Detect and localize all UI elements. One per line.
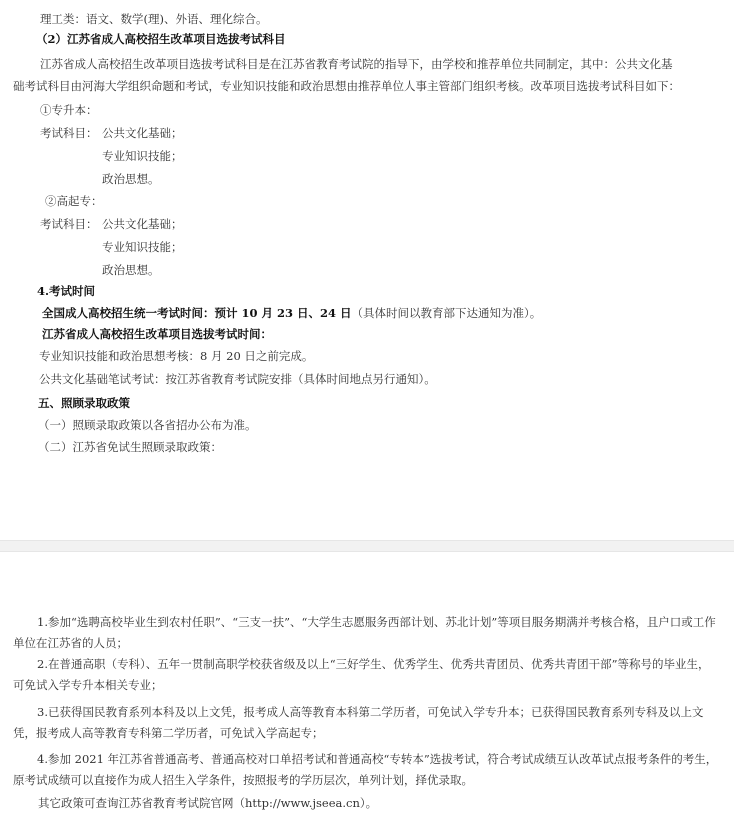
exam-time-heading: 4.考试时间 [37,284,96,298]
policy-item-1: （一）照顾录取政策以各省招办公布为准。 [38,418,257,432]
gaoqizhuan-subject-1: 公共文化基础； [102,217,183,231]
zhuanshengben-subjects-prefix: 考试科目： [40,126,98,140]
ligong-subjects-text: 理工类：语文、数学(理)、外语、理化综合。 [40,12,268,26]
reform-intro-line-2: 础考试科目由河海大学组织命题和考试，专业知识技能和政治思想由推荐单位人事主管部门组织考核。改革项目选拔考试科目如下： [13,79,680,93]
skills-exam-time: 专业知识技能和政治思想考核：8 月 20 日之前完成。 [39,349,314,363]
gaoqizhuan-label: ②高起专： [45,194,103,208]
national-exam-time-bold: 全国成人高校招生统一考试时间：预计 10 月 23 日、24 日 [42,306,352,320]
gaoqizhuan-subjects-prefix: 考试科目： [40,217,98,231]
gaoqizhuan-subject-3: 政治思想。 [102,263,160,277]
national-exam-time-note: （具体时间以教育部下达通知为准）。 [351,306,542,320]
zhuanshengben-subject-2: 专业知识技能； [102,149,183,163]
public-culture-exam-time: 公共文化基础笔试考试：按江苏省教育考试院安排（具体时间地点另行通知）。 [39,372,436,386]
reform-subjects-heading: （2）江苏省成人高校招生改革项目选拔考试科目 [36,32,286,46]
exemption-item-4: 4.参加 2021 年江苏省普通高考、普通高校对口单招考试和普通高校“专转本”选拔考试，符合考试成绩互认改革试点报考条件的考生，原考试成绩可以直接作为成人招生入学条件，按照报考的学历层次，单列计划，择优录取。 [13,752,718,787]
reform-intro-line-1: 江苏省成人高校招生改革项目选拔考试科目是在江苏省教育考试院的指导下，由学校和推荐单位共同制定，其中：公共文化基 [40,57,673,71]
page-divider [0,540,734,552]
jiangsu-reform-time-heading: 江苏省成人高校招生改革项目选拔考试时间： [42,327,272,341]
other-policy-link-text: 其它政策可查询江苏省教育考试院官网（http://www.jseea.cn）。 [38,796,378,810]
zhuanshengben-subject-1: 公共文化基础； [102,126,183,140]
admission-policy-heading: 五、照顾录取政策 [38,396,130,410]
exemption-item-3: 3.已获得国民教育系列本科及以上文凭，报考成人高等教育本科第二学历者，可免试入学专升本；已获得国民教育系列专科及以上文凭，报考成人高等教育专科第二学历者，可免试入学高起专； [13,705,704,740]
national-exam-time [42,306,541,320]
exemption-item-1: 1.参加“选聘高校毕业生到农村任职”、“三支一扶”、“大学生志愿服务西部计划、苏北计划”等项目服务期满并考核合格，且户口或工作单位在江苏省的人员； [13,615,716,650]
zhuanshengben-subject-3: 政治思想。 [102,172,160,186]
policy-item-2: （二）江苏省免试生照顾录取政策： [38,440,222,454]
exemption-item-2: 2.在普通高职（专科）、五年一贯制高职学校获省级及以上“三好学生、优秀学生、优秀共青团员、优秀共青团干部”等称号的毕业生，可免试入学专升本相关专业； [13,657,710,692]
gaoqizhuan-subject-2: 专业知识技能； [102,240,183,254]
zhuanshengben-label: ①专升本： [40,103,98,117]
document-page-bottom [0,552,734,819]
